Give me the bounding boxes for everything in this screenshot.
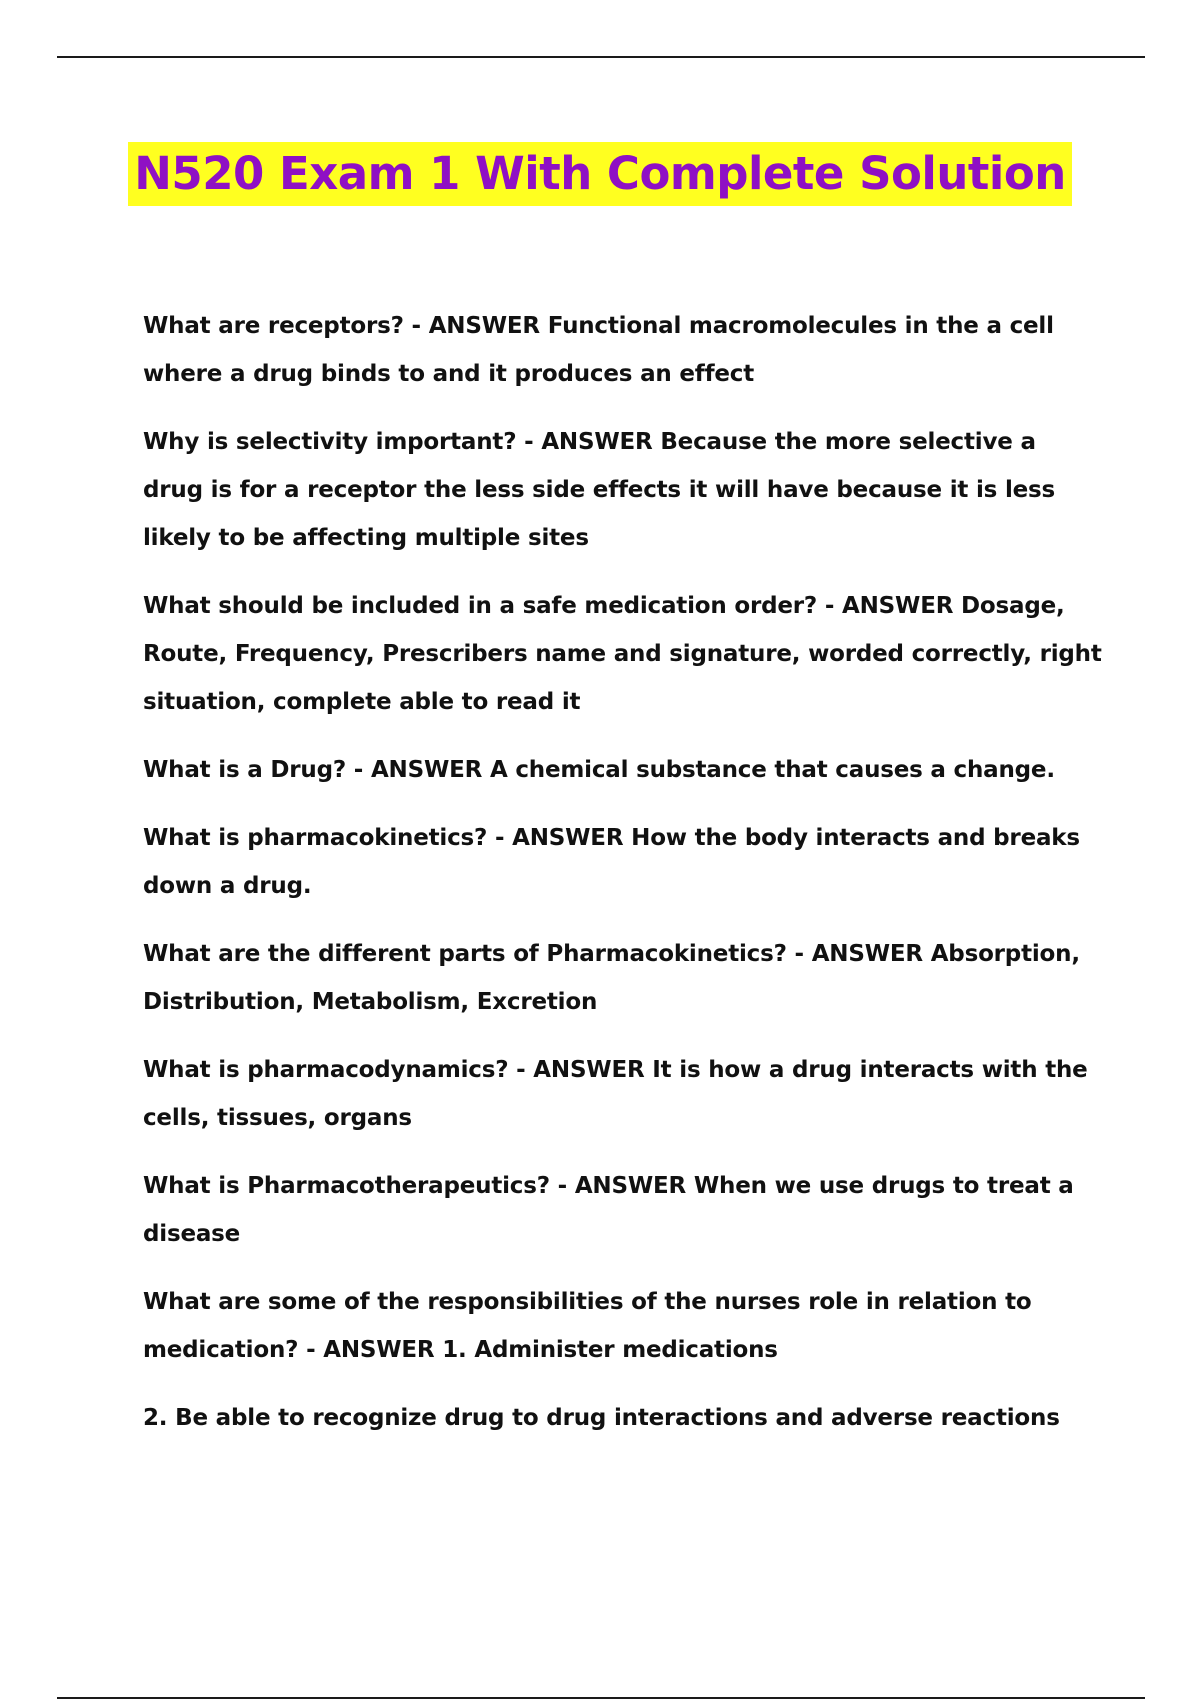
qa-list [143, 302, 1103, 1462]
qa-item-pharmacokinetics-parts: What are the different parts of Pharmacokinetics? - ANSWER Absorption, Distribution, Metabolism, Excretion [143, 941, 1080, 1015]
qa-item-selectivity: Why is selectivity important? - ANSWER Because the more selective a drug is for a receptor the less side effects it will have because it is less likely to be affecting multiple sites [143, 429, 1056, 551]
title-container [0, 142, 1200, 206]
bottom-rule [57, 1697, 1145, 1699]
qa-item-safe-medication-order: What should be included in a safe medication order? - ANSWER Dosage, Route, Frequency, Prescribers name and signature, worded correctly, right situation, complete able to read it [143, 593, 1102, 715]
qa-item-nurse-responsibilities: What are some of the responsibilities of the nurses role in relation to medication? - ANSWER 1. Administer medications [143, 1289, 1032, 1363]
top-rule [57, 56, 1145, 58]
qa-item-receptors: What are receptors? - ANSWER Functional macromolecules in the a cell where a drug binds to and it produces an effect [143, 313, 1054, 387]
qa-item-pharmacokinetics: What is pharmacokinetics? - ANSWER How the body interacts and breaks down a drug. [143, 825, 1080, 899]
document-title: N520 Exam 1 With Complete Solution [128, 142, 1072, 206]
qa-item-pharmacotherapeutics: What is Pharmacotherapeutics? - ANSWER When we use drugs to treat a disease [143, 1173, 1074, 1247]
qa-item-pharmacodynamics: What is pharmacodynamics? - ANSWER It is how a drug interacts with the cells, tissues, organs [143, 1057, 1088, 1131]
qa-item-drug-interactions: 2. Be able to recognize drug to drug interactions and adverse reactions [143, 1405, 1060, 1431]
qa-item-drug: What is a Drug? - ANSWER A chemical substance that causes a change. [143, 757, 1055, 783]
